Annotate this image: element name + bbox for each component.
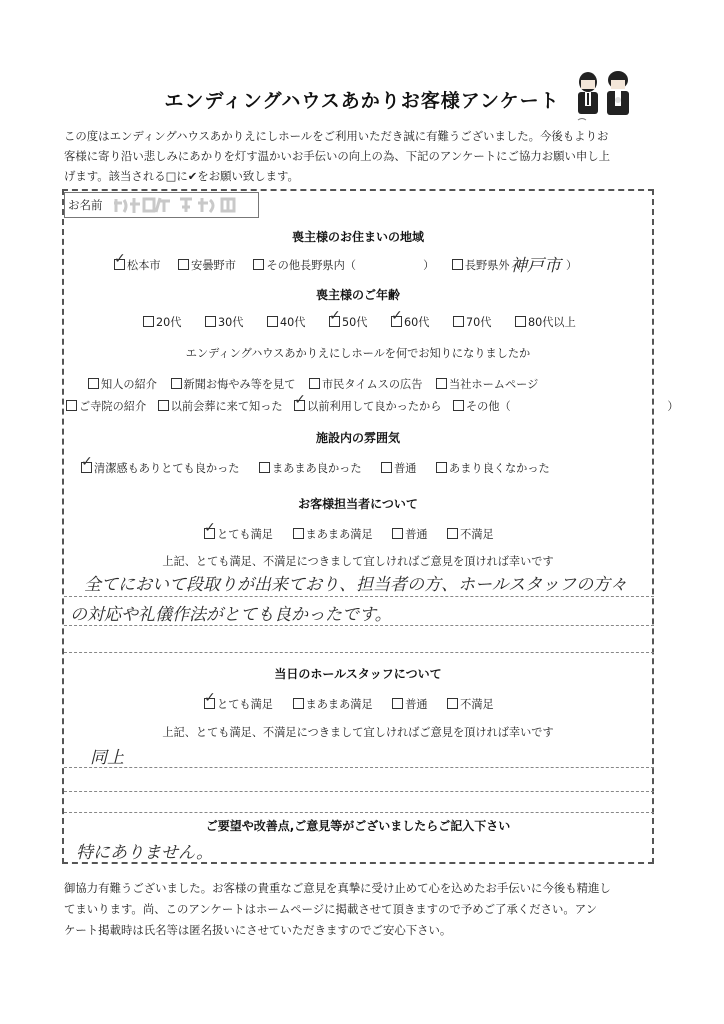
staff-options: [204, 520, 494, 542]
option-label: 知人の紹介: [101, 378, 157, 391]
option-dissatisfied[interactable]: [447, 696, 494, 712]
footer-line: てまいります。尚、このアンケートはホームページに掲載させて頂きますので予めご了承ください。アン: [64, 902, 598, 916]
option-other[interactable]: [453, 398, 679, 414]
option-normal[interactable]: [392, 696, 427, 712]
intro-line: この度はエンディングハウスあかりえにしホールをご利用いただき誠に有難うございました。今後もよりお: [64, 129, 609, 143]
option-very-satisfied[interactable]: [204, 690, 273, 712]
check-mark-icon: ✓: [114, 251, 126, 267]
checkbox[interactable]: [81, 454, 93, 473]
intro-line: 客様に寄り沿い悲しみにあかりを灯す温かいお手伝いの向上の為、下記のアンケートにご協力お願い申し上: [64, 149, 611, 163]
hall-staff-section-title: 当日のホールスタッフについて: [274, 667, 442, 681]
option-label: 清潔感もありとても良かった: [94, 462, 240, 475]
checkbox[interactable]: [309, 378, 320, 389]
staff-comment-line1: 全てにおいて段取りが出来ており、担当者の方、ホールスタッフの方々: [84, 575, 628, 595]
comment-rule: [64, 791, 654, 792]
option-normal[interactable]: [392, 526, 427, 542]
checkbox[interactable]: [391, 308, 403, 327]
option-label: 普通: [405, 528, 428, 541]
source-options-row1: [88, 376, 538, 392]
checkbox[interactable]: [392, 528, 403, 539]
option-fairly-satisfied[interactable]: [293, 696, 373, 712]
comment-rule: [64, 596, 654, 597]
check-mark-icon: ✓: [204, 520, 216, 536]
option-temple[interactable]: [66, 398, 146, 414]
option-fairly-satisfied[interactable]: [293, 526, 373, 542]
checkbox[interactable]: [436, 378, 447, 389]
checkbox[interactable]: [267, 316, 278, 327]
atmosphere-options: [81, 454, 550, 476]
hall-staff-comment-question: 上記、とても満足、不満足につきまして宜しければご意見を頂ければ幸いです: [162, 726, 554, 739]
checkbox[interactable]: [329, 308, 341, 327]
option-not-good[interactable]: [436, 460, 550, 476]
option-label: 80代以上: [528, 316, 576, 329]
option-label: とても満足: [217, 698, 273, 711]
option-label: その他（ ）: [465, 400, 679, 413]
check-mark-icon: ✓: [329, 308, 341, 324]
name-label: お名前: [68, 198, 103, 212]
option-newspaper[interactable]: [171, 376, 296, 392]
option-label: 50代: [342, 316, 368, 329]
option-60s[interactable]: [391, 308, 430, 330]
age-section-title: 喪主様のご年齢: [315, 288, 400, 302]
intro-text: [64, 126, 664, 186]
close-paren: ）: [566, 259, 578, 272]
checkbox[interactable]: [158, 400, 169, 411]
comment-rule: [64, 767, 654, 768]
checkbox[interactable]: [66, 400, 77, 411]
option-40s[interactable]: [267, 314, 305, 330]
staff-illustration-icon: [570, 68, 640, 122]
staff-figure-left-icon: [578, 72, 598, 114]
requests-comment-line1: 特にありません。: [76, 843, 214, 863]
comment-rule: [64, 652, 654, 653]
option-label: 40代: [280, 316, 306, 329]
comment-rule: [64, 812, 654, 813]
option-acquaintance[interactable]: [88, 376, 157, 392]
option-50s[interactable]: [329, 308, 368, 330]
checkbox[interactable]: [204, 690, 216, 709]
checkbox[interactable]: [293, 698, 304, 709]
option-70s[interactable]: [453, 314, 491, 330]
option-label: 以前利用して良かったから: [307, 400, 442, 413]
check-mark-icon: ✓: [294, 392, 306, 408]
page-title: エンディングハウスあかりお客様アンケート: [164, 90, 560, 112]
checkbox[interactable]: [171, 378, 182, 389]
hall-staff-options: [204, 690, 494, 712]
checkbox[interactable]: [381, 462, 392, 473]
option-label: その他長野県内（ ）: [266, 259, 435, 272]
option-very-satisfied[interactable]: [204, 520, 273, 542]
option-label: 不満足: [460, 698, 494, 711]
option-label: あまり良くなかった: [449, 462, 550, 475]
footer-line: ケート掲載時は氏名等は匿名扱いにさせていただきますのでご安心下さい。: [64, 923, 452, 937]
check-mark-icon: ✓: [391, 308, 403, 324]
check-mark-icon: ✓: [204, 690, 216, 706]
atmosphere-section-title: 施設内の雰囲気: [315, 431, 400, 445]
handwritten-name-icon: [110, 195, 255, 215]
source-question: エンディングハウスあかりえにしホールを何でお知りになりましたか: [185, 347, 531, 360]
option-80s-plus[interactable]: [515, 314, 576, 330]
option-label: 当社ホームページ: [449, 378, 539, 391]
option-label: 不満足: [460, 528, 494, 541]
intro-line: げます。該当される□に✔をお願い致します。: [64, 169, 299, 183]
option-label: 以前会葬に来て知った: [170, 400, 283, 413]
option-clean-good[interactable]: [81, 454, 240, 476]
region-options: [114, 251, 521, 273]
option-azumino[interactable]: [178, 257, 236, 273]
staff-figure-right-icon: [607, 71, 629, 115]
checkbox[interactable]: [392, 698, 403, 709]
option-dissatisfied[interactable]: [447, 526, 494, 542]
option-funeral-attended[interactable]: [158, 398, 283, 414]
checkbox[interactable]: [447, 698, 458, 709]
option-label: 新聞お悔やみ等を見て: [183, 378, 296, 391]
hall-staff-comment-line1: 同上: [90, 748, 124, 768]
option-nagano-other[interactable]: [253, 257, 434, 273]
option-label: ご寺院の紹介: [79, 400, 147, 413]
option-homepage[interactable]: [436, 376, 538, 392]
comment-rule: [64, 625, 654, 626]
staff-section-title: お客様担当者について: [298, 497, 418, 511]
checkbox[interactable]: [453, 316, 464, 327]
checkbox[interactable]: [204, 520, 216, 539]
checkbox[interactable]: [436, 462, 447, 473]
checkbox[interactable]: [452, 259, 463, 270]
checkbox[interactable]: [294, 392, 306, 411]
option-30s[interactable]: [205, 314, 243, 330]
option-times-ad[interactable]: [309, 376, 422, 392]
checkbox[interactable]: [205, 316, 216, 327]
footer-line: 御協力有難うございました。お客様の貴重なご意見を真摯に受け止めて心を込めたお手伝いに今後も精進し: [64, 881, 611, 895]
checkbox[interactable]: [515, 316, 526, 327]
checkbox[interactable]: [293, 528, 304, 539]
region-section-title: 喪主様のお住まいの地域: [291, 230, 424, 244]
option-average[interactable]: [381, 460, 416, 476]
checkbox[interactable]: [114, 251, 126, 270]
option-label: まあまあ満足: [305, 698, 373, 711]
option-label: 60代: [404, 316, 430, 329]
option-used-before[interactable]: [294, 392, 442, 414]
checkbox[interactable]: [453, 400, 464, 411]
option-label: 普通: [394, 462, 417, 475]
handwritten-region: 神戸市: [510, 256, 561, 276]
option-20s[interactable]: [143, 314, 181, 330]
checkbox[interactable]: [88, 378, 99, 389]
checkbox[interactable]: [253, 259, 264, 270]
option-label: 30代: [218, 316, 244, 329]
checkbox[interactable]: [143, 316, 154, 327]
staff-comment-line2: の対応や礼儀作法がとても良かったです。: [70, 605, 392, 625]
age-options: [143, 308, 576, 330]
footer-text: [64, 878, 664, 941]
option-label: 70代: [466, 316, 492, 329]
checkbox[interactable]: [178, 259, 189, 270]
requests-section-title: ご要望や改善点,ご意見等がございましたらご記入下さい: [205, 819, 511, 833]
option-fairly-good[interactable]: [259, 460, 362, 476]
checkbox[interactable]: [259, 462, 270, 473]
option-label: とても満足: [217, 528, 273, 541]
option-label: まあまあ良かった: [272, 462, 362, 475]
source-options-row2: [66, 392, 679, 414]
checkbox[interactable]: [447, 528, 458, 539]
check-mark-icon: ✓: [81, 454, 93, 470]
option-label: 普通: [405, 698, 428, 711]
option-label: 松本市: [127, 259, 161, 272]
option-label: 長野県外（: [464, 259, 521, 272]
option-label: まあまあ満足: [305, 528, 373, 541]
option-matsumoto[interactable]: [114, 251, 161, 273]
option-label: 市民タイムスの広告: [321, 378, 423, 391]
option-label: 20代: [156, 316, 182, 329]
option-label: 安曇野市: [191, 259, 236, 272]
staff-comment-question: 上記、とても満足、不満足につきまして宜しければご意見を頂ければ幸いです: [162, 555, 554, 568]
